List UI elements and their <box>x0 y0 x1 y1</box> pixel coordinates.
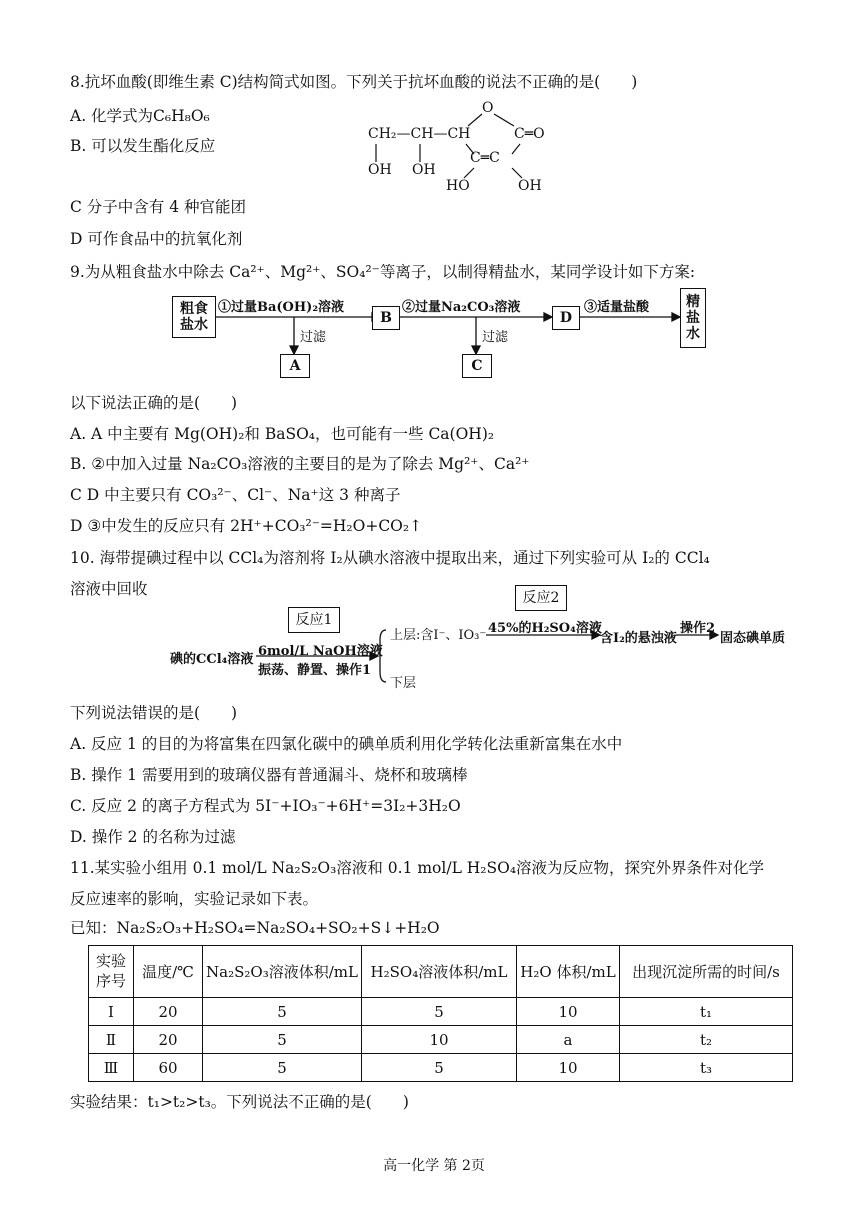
filter2-label: 过滤 <box>482 330 509 345</box>
cell: Ⅱ <box>89 1026 134 1054</box>
cell: 5 <box>203 1026 362 1054</box>
q11-result: 实验结果：t₁>t₂>t₃。下列说法不正确的是( ) <box>70 1093 409 1111</box>
header-h2so4-volume: H₂SO₄溶液体积/mL <box>362 946 517 998</box>
q10-prompt: 下列说法错误的是( ) <box>70 704 238 722</box>
header-precipitate-time: 出现沉淀所需的时间/s <box>620 946 793 998</box>
filter1-label: 过滤 <box>300 330 327 345</box>
ring-double-bond: C═C <box>470 150 500 166</box>
cell: Ⅰ <box>89 998 134 1026</box>
cell: t₁ <box>620 998 793 1026</box>
hydroxyl-4: OH <box>518 178 542 194</box>
q10-stem-2: 溶液中回收 <box>70 580 148 598</box>
q11-stem-2: 反应速率的影响，实验记录如下表。 <box>70 890 319 908</box>
q11-stem-1: 11.某实验小组用 0.1 mol/L Na₂S₂O₃溶液和 0.1 mol/L H₂SO₄溶液为反应物，探究外界条件对化学 <box>70 859 765 877</box>
box-refined-brine: 精 盐 水 <box>680 288 706 348</box>
q8-option-b: B. 可以发生酯化反应 <box>70 137 216 155</box>
table-row <box>89 998 793 1026</box>
h2so4-reagent: 45%的H₂SO₄溶液 <box>488 621 602 636</box>
q8-option-d: D 可作食品中的抗氧化剂 <box>70 230 243 248</box>
cell: Ⅲ <box>89 1054 134 1082</box>
q9-option-c: C D 中主要只有 CO₃²⁻、Cl⁻、Na⁺这 3 种离子 <box>70 486 401 504</box>
cell: 10 <box>517 1054 620 1082</box>
q9-option-d: D ③中发生的反应只有 2H⁺+CO₃²⁻=H₂O+CO₂↑ <box>70 517 423 535</box>
header-experiment-no: 实验 序号 <box>89 946 134 998</box>
table-header-row <box>89 946 793 998</box>
cell: 60 <box>134 1054 203 1082</box>
step1-reagent: ①过量Ba(OH)₂溶液 <box>218 300 345 315</box>
cell: t₃ <box>620 1054 793 1082</box>
q10-option-d: D. 操作 2 的名称为过滤 <box>70 828 236 846</box>
operation1-label: 振荡、静置、操作1 <box>258 663 372 678</box>
q8-option-c: C 分子中含有 4 种官能团 <box>70 198 247 216</box>
table-row <box>89 1026 793 1054</box>
header-na2s2o3-volume: Na₂S₂O₃溶液体积/mL <box>203 946 362 998</box>
box-reaction2: 反应2 <box>515 585 567 611</box>
cell: 5 <box>203 1054 362 1082</box>
naoh-reagent: 6mol/L NaOH溶液 <box>258 644 383 659</box>
cell: 10 <box>362 1026 517 1054</box>
q10-stem-1: 10. 海带提碘过程中以 CCl₄为溶剂将 I₂从碘水溶液中提取出来，通过下列实验可从 I₂的 CCl₄ <box>70 549 710 567</box>
cell: 20 <box>134 998 203 1026</box>
cell: 5 <box>362 998 517 1026</box>
box-a: A <box>280 354 310 378</box>
solid-iodine: 固态碘单质 <box>720 631 786 646</box>
box-d: D <box>552 306 580 330</box>
iodine-suspension: 含I₂的悬浊液 <box>600 631 677 646</box>
step3-reagent: ③适量盐酸 <box>584 300 650 315</box>
cell: 10 <box>517 998 620 1026</box>
q8-stem: 8.抗坏血酸(即维生素 C)结构简式如图。下列关于抗坏血酸的说法不正确的是( ) <box>70 73 638 91</box>
q10-option-b: B. 操作 1 需要用到的玻璃仪器有普通漏斗、烧杯和玻璃棒 <box>70 766 468 784</box>
cell: a <box>517 1026 620 1054</box>
table-row <box>89 1054 793 1082</box>
hydroxyl-3: HO <box>446 178 470 194</box>
iodine-ccl4-solution: 碘的CCl₄溶液 <box>170 652 254 667</box>
side-chain: CH₂—CH—CH <box>368 126 471 142</box>
q10-option-c: C. 反应 2 的离子方程式为 5I⁻+IO₃⁻+6H⁺=3I₂+3H₂O <box>70 797 461 815</box>
cell: 20 <box>134 1026 203 1054</box>
box-c: C <box>462 354 492 378</box>
box-crude-brine: 粗食 盐水 <box>172 296 216 338</box>
q9-option-b: B. ②中加入过量 Na₂CO₃溶液的主要目的是为了除去 Mg²⁺、Ca²⁺ <box>70 455 530 473</box>
q9-stem: 9.为从粗食盐水中除去 Ca²⁺、Mg²⁺、SO₄²⁻等离子，以制得精盐水，某同学设计如下方案: <box>70 263 696 281</box>
lower-layer: 下层 <box>390 676 417 691</box>
hydroxyl-1: OH <box>368 162 392 178</box>
q8-option-a: A. 化学式为C₆H₈O₆ <box>70 107 210 125</box>
operation2-label: 操作2 <box>680 621 716 636</box>
cell: 5 <box>362 1054 517 1082</box>
header-water-volume: H₂O 体积/mL <box>517 946 620 998</box>
cell: 5 <box>203 998 362 1026</box>
q11-experiment-table <box>88 945 793 1082</box>
header-temperature: 温度/℃ <box>134 946 203 998</box>
ring-oxygen: O <box>482 100 494 116</box>
box-b: B <box>372 306 400 330</box>
upper-layer: 上层:含I⁻、IO₃⁻ <box>390 628 487 643</box>
q9-prompt: 以下说法正确的是( ) <box>70 394 238 412</box>
cell: t₂ <box>620 1026 793 1054</box>
hydroxyl-2: OH <box>412 162 436 178</box>
step2-reagent: ②过量Na₂CO₃溶液 <box>402 300 521 315</box>
page-footer: 高一化学 第 2页 <box>383 1158 485 1174</box>
carbonyl-group: C═O <box>514 126 545 142</box>
q9-option-a: A. A 中主要有 Mg(OH)₂和 BaSO₄，也可能有一些 Ca(OH)₂ <box>70 425 495 443</box>
q11-known-equation: 已知：Na₂S₂O₃+H₂SO₄=Na₂SO₄+SO₂+S↓+H₂O <box>70 919 440 937</box>
box-reaction1: 反应1 <box>288 607 340 633</box>
q10-option-a: A. 反应 1 的目的为将富集在四氯化碳中的碘单质利用化学转化法重新富集在水中 <box>70 735 623 753</box>
